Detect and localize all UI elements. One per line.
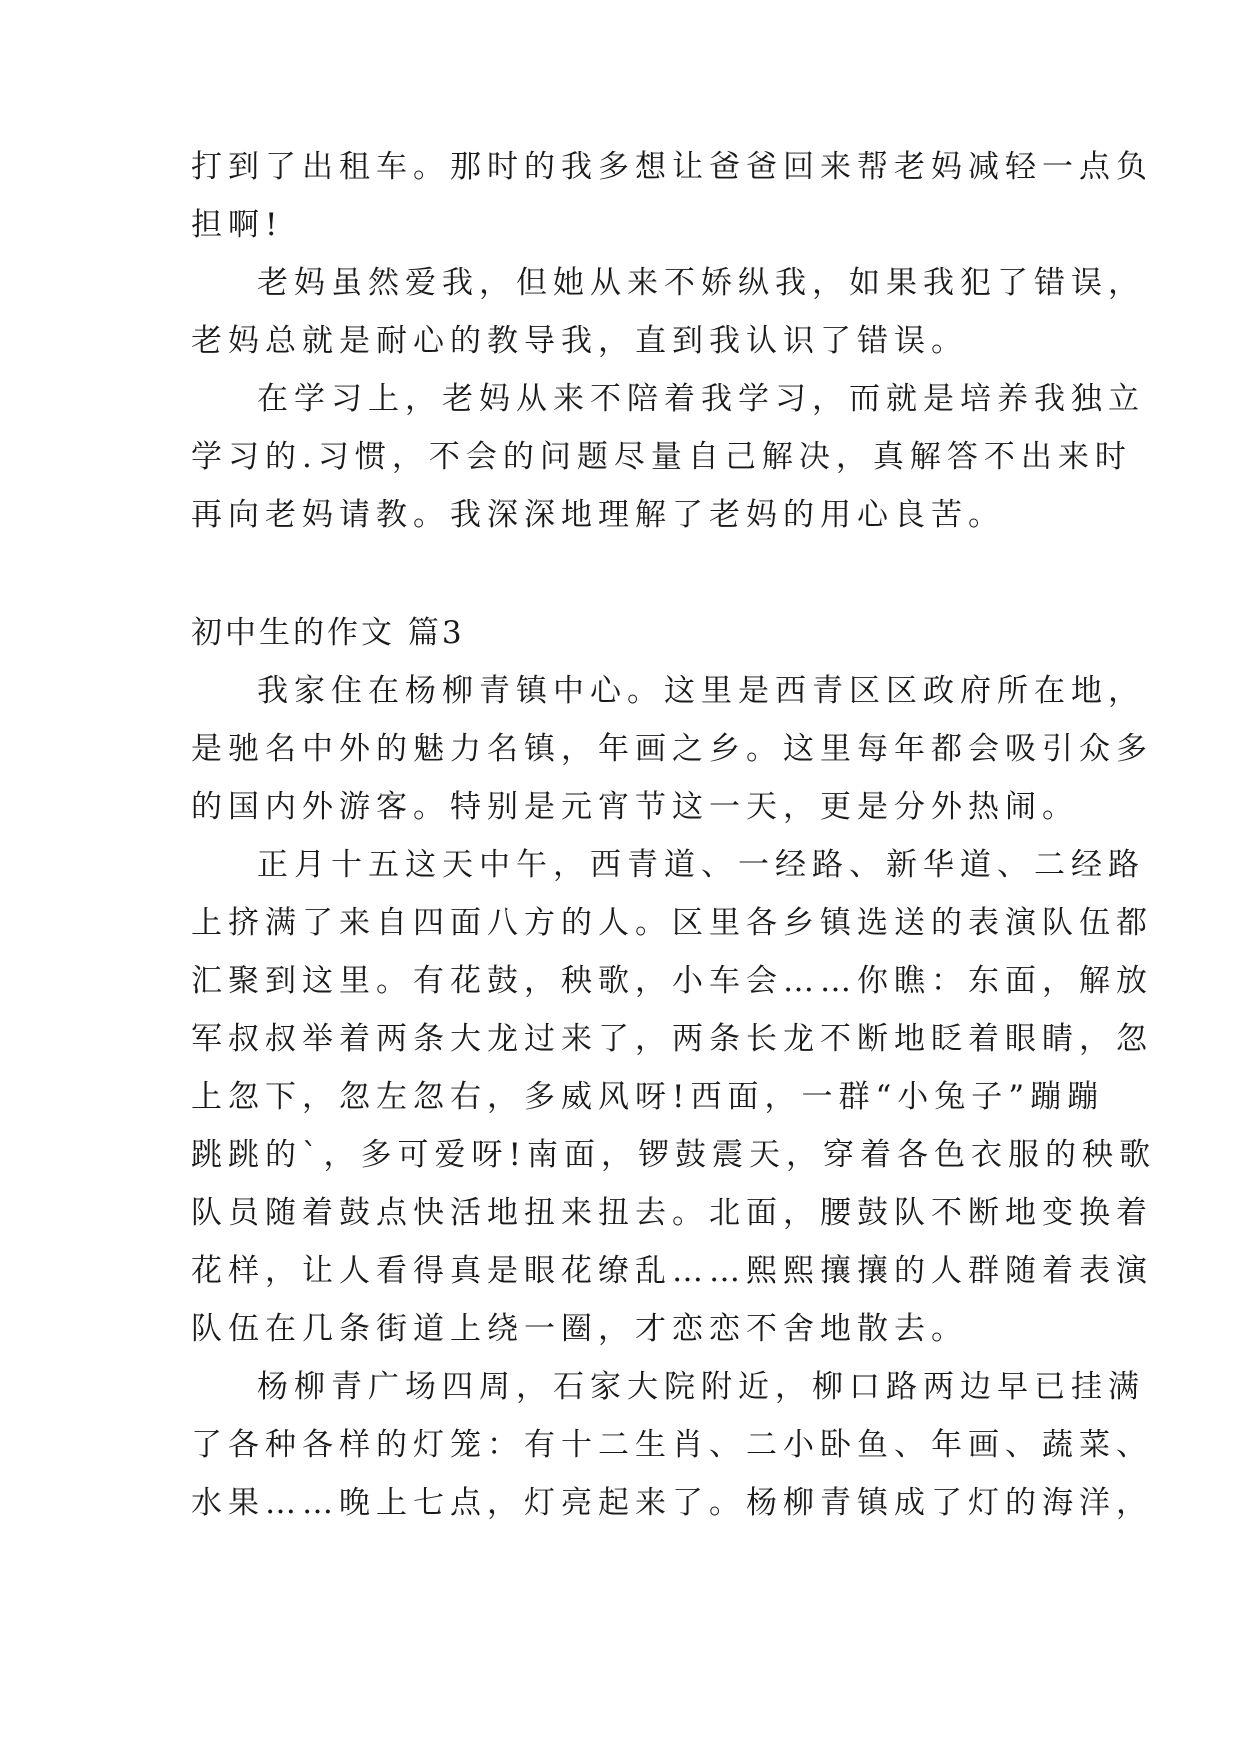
text-line: 队伍在几条街道上绕一圈，才恋恋不舍地散去。 — [191, 1311, 968, 1347]
text-line: 汇聚到这里。有花鼓，秧歌，小车会……你瞧：东面，解放 — [191, 963, 1153, 999]
text-line: 再向老妈请教。我深深地理解了老妈的用心良苦。 — [191, 497, 1005, 533]
text-line: 担啊! — [191, 207, 284, 243]
text-line: 队员随着鼓点快活地扭来扭去。北面，腰鼓队不断地变换着 — [191, 1195, 1153, 1231]
text-line: 是驰名中外的魅力名镇，年画之乡。这里每年都会吸引众多 — [191, 731, 1153, 767]
text-line: 的国内外游客。特别是元宵节这一天，更是分外热闹。 — [191, 789, 1079, 825]
text-line: 杨柳青广场四周，石家大院附近，柳口路两边早已挂满 — [257, 1369, 1145, 1405]
text-line: 上忽下，忽左忽右，多威风呀!西面，一群“小兔子”蹦蹦 — [191, 1079, 1105, 1115]
text-line: 我家住在杨柳青镇中心。这里是西青区区政府所在地， — [257, 673, 1145, 709]
paragraph-block-1 — [191, 138, 1153, 544]
section-heading: 初中生的作文 篇3 — [191, 615, 465, 651]
text-line: 老妈虽然爱我，但她从来不娇纵我，如果我犯了错误， — [257, 265, 1145, 301]
text-line: 上挤满了来自四面八方的人。区里各乡镇选送的表演队伍都 — [191, 905, 1153, 941]
text-line: 老妈总就是耐心的教导我，直到我认识了错误。 — [191, 323, 968, 359]
text-line: 正月十五这天中午，西青道、一经路、新华道、二经路 — [257, 847, 1145, 883]
text-line: 水果……晚上七点，灯亮起来了。杨柳青镇成了灯的海洋， — [191, 1485, 1153, 1521]
text-line: 学习的.习惯，不会的问题尽量自己解决，真解答不出来时 — [191, 439, 1132, 475]
text-line: 军叔叔举着两条大龙过来了，两条长龙不断地眨着眼睛，忽 — [191, 1021, 1153, 1057]
text-line: 跳跳的`，多可爱呀!南面，锣鼓震天，穿着各色衣服的秧歌 — [191, 1137, 1156, 1173]
text-line: 花样，让人看得真是眼花缭乱……熙熙攘攘的人群随着表演 — [191, 1253, 1153, 1289]
text-line: 了各种各样的灯笼：有十二生肖、二小卧鱼、年画、蔬菜、 — [191, 1427, 1153, 1463]
text-line: 打到了出租车。那时的我多想让爸爸回来帮老妈减轻一点负 — [191, 149, 1153, 185]
text-line: 在学习上，老妈从来不陪着我学习，而就是培养我独立 — [257, 381, 1145, 417]
section-3 — [191, 604, 1156, 1532]
